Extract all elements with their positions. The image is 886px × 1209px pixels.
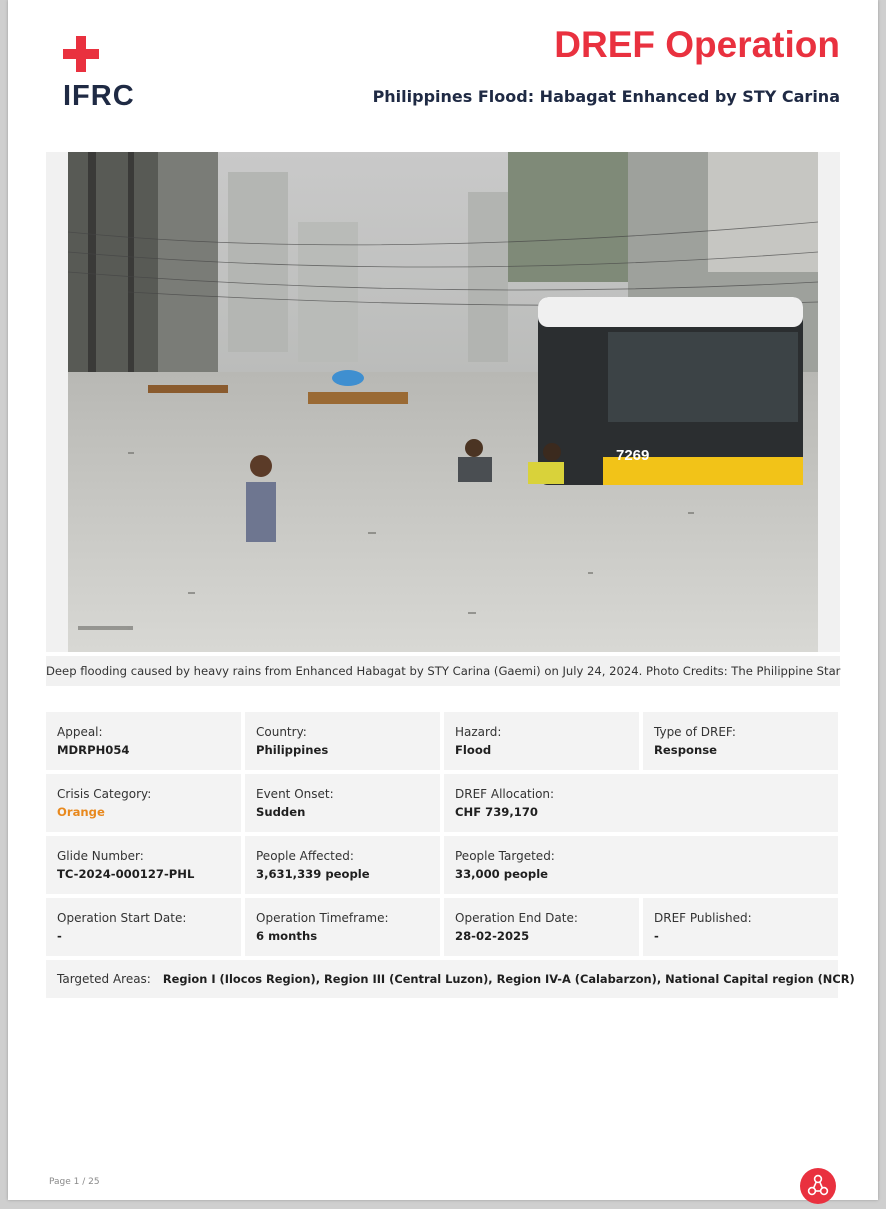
- people-targeted-label: People Targeted:: [455, 849, 555, 863]
- people-targeted-cell: [444, 836, 838, 894]
- type-of-dref-label: Type of DREF:: [654, 725, 736, 739]
- dref-allocation-label: DREF Allocation:: [455, 787, 555, 801]
- dref-allocation-cell: [444, 774, 838, 832]
- network-nodes-glyph-icon: [800, 1168, 836, 1204]
- appeal-cell: [46, 712, 241, 770]
- hazard-label: Hazard:: [455, 725, 502, 739]
- people-affected-cell: [245, 836, 440, 894]
- crisis-category-label: Crisis Category:: [57, 787, 152, 801]
- country-label: Country:: [256, 725, 307, 739]
- operation-timeframe-value: 6 months: [256, 929, 318, 943]
- dref-published-label: DREF Published:: [654, 911, 752, 925]
- hazard-cell: [444, 712, 639, 770]
- glide-number-value: TC-2024-000127-PHL: [57, 867, 195, 881]
- glide-number-label: Glide Number:: [57, 849, 144, 863]
- ifrc-logo: [63, 36, 153, 116]
- operation-info-grid: [46, 712, 855, 998]
- operation-timeframe-label: Operation Timeframe:: [256, 911, 389, 925]
- operation-end-date-label: Operation End Date:: [455, 911, 578, 925]
- operation-timeframe-cell: [245, 898, 440, 956]
- appeal-value: MDRPH054: [57, 743, 130, 757]
- document-title: DREF Operation: [554, 24, 840, 65]
- targeted-areas-value: Region I (Ilocos Region), Region III (Central Luzon), Region IV-A (Calabarzon), National Capital region (NCR): [162, 971, 855, 986]
- glide-number-cell: [46, 836, 241, 894]
- photo-frame: [46, 152, 840, 652]
- people-affected-value: 3,631,339 people: [256, 867, 370, 881]
- bus-number: 7269: [616, 447, 650, 464]
- network-nodes-icon[interactable]: [800, 1168, 836, 1204]
- ifrc-logo-text: IFRC: [63, 80, 135, 112]
- type-of-dref-value: Response: [654, 743, 717, 757]
- document-subtitle: Philippines Flood: Habagat Enhanced by STY Carina: [372, 87, 840, 106]
- targeted-areas-label: Targeted Areas:: [57, 971, 151, 986]
- crisis-category-cell: [46, 774, 241, 832]
- operation-end-date-value: 28-02-2025: [455, 929, 530, 943]
- hazard-value: Flood: [455, 743, 492, 757]
- operation-start-date-label: Operation Start Date:: [57, 911, 187, 925]
- operation-end-date-cell: [444, 898, 639, 956]
- event-onset-label: Event Onset:: [256, 787, 334, 801]
- dref-published-value: -: [654, 929, 659, 943]
- country-value: Philippines: [256, 743, 329, 757]
- type-of-dref-cell: [643, 712, 838, 770]
- red-cross-red-crescent-emblem-icon: [63, 36, 143, 78]
- event-onset-cell: [245, 774, 440, 832]
- targeted-areas-cell: [46, 960, 855, 998]
- people-affected-label: People Affected:: [256, 849, 354, 863]
- event-onset-value: Sudden: [256, 805, 306, 819]
- dref-allocation-value: CHF 739,170: [455, 805, 538, 819]
- country-cell: [245, 712, 440, 770]
- dref-published-cell: [643, 898, 838, 956]
- operation-start-date-value: -: [57, 929, 62, 943]
- photo-caption: Deep flooding caused by heavy rains from Enhanced Habagat by STY Carina (Gaemi) on July 24, 2024. Photo Credits: The Philippine Star: [46, 656, 840, 686]
- document-page: [8, 0, 878, 1200]
- people-targeted-value: 33,000 people: [455, 867, 549, 881]
- flooded-street-image: [68, 152, 818, 652]
- crisis-category-value: Orange: [57, 805, 105, 819]
- page-number: Page 1 / 25: [49, 1177, 100, 1187]
- flood-photo: [68, 152, 818, 652]
- operation-start-date-cell: [46, 898, 241, 956]
- appeal-label: Appeal:: [57, 725, 103, 739]
